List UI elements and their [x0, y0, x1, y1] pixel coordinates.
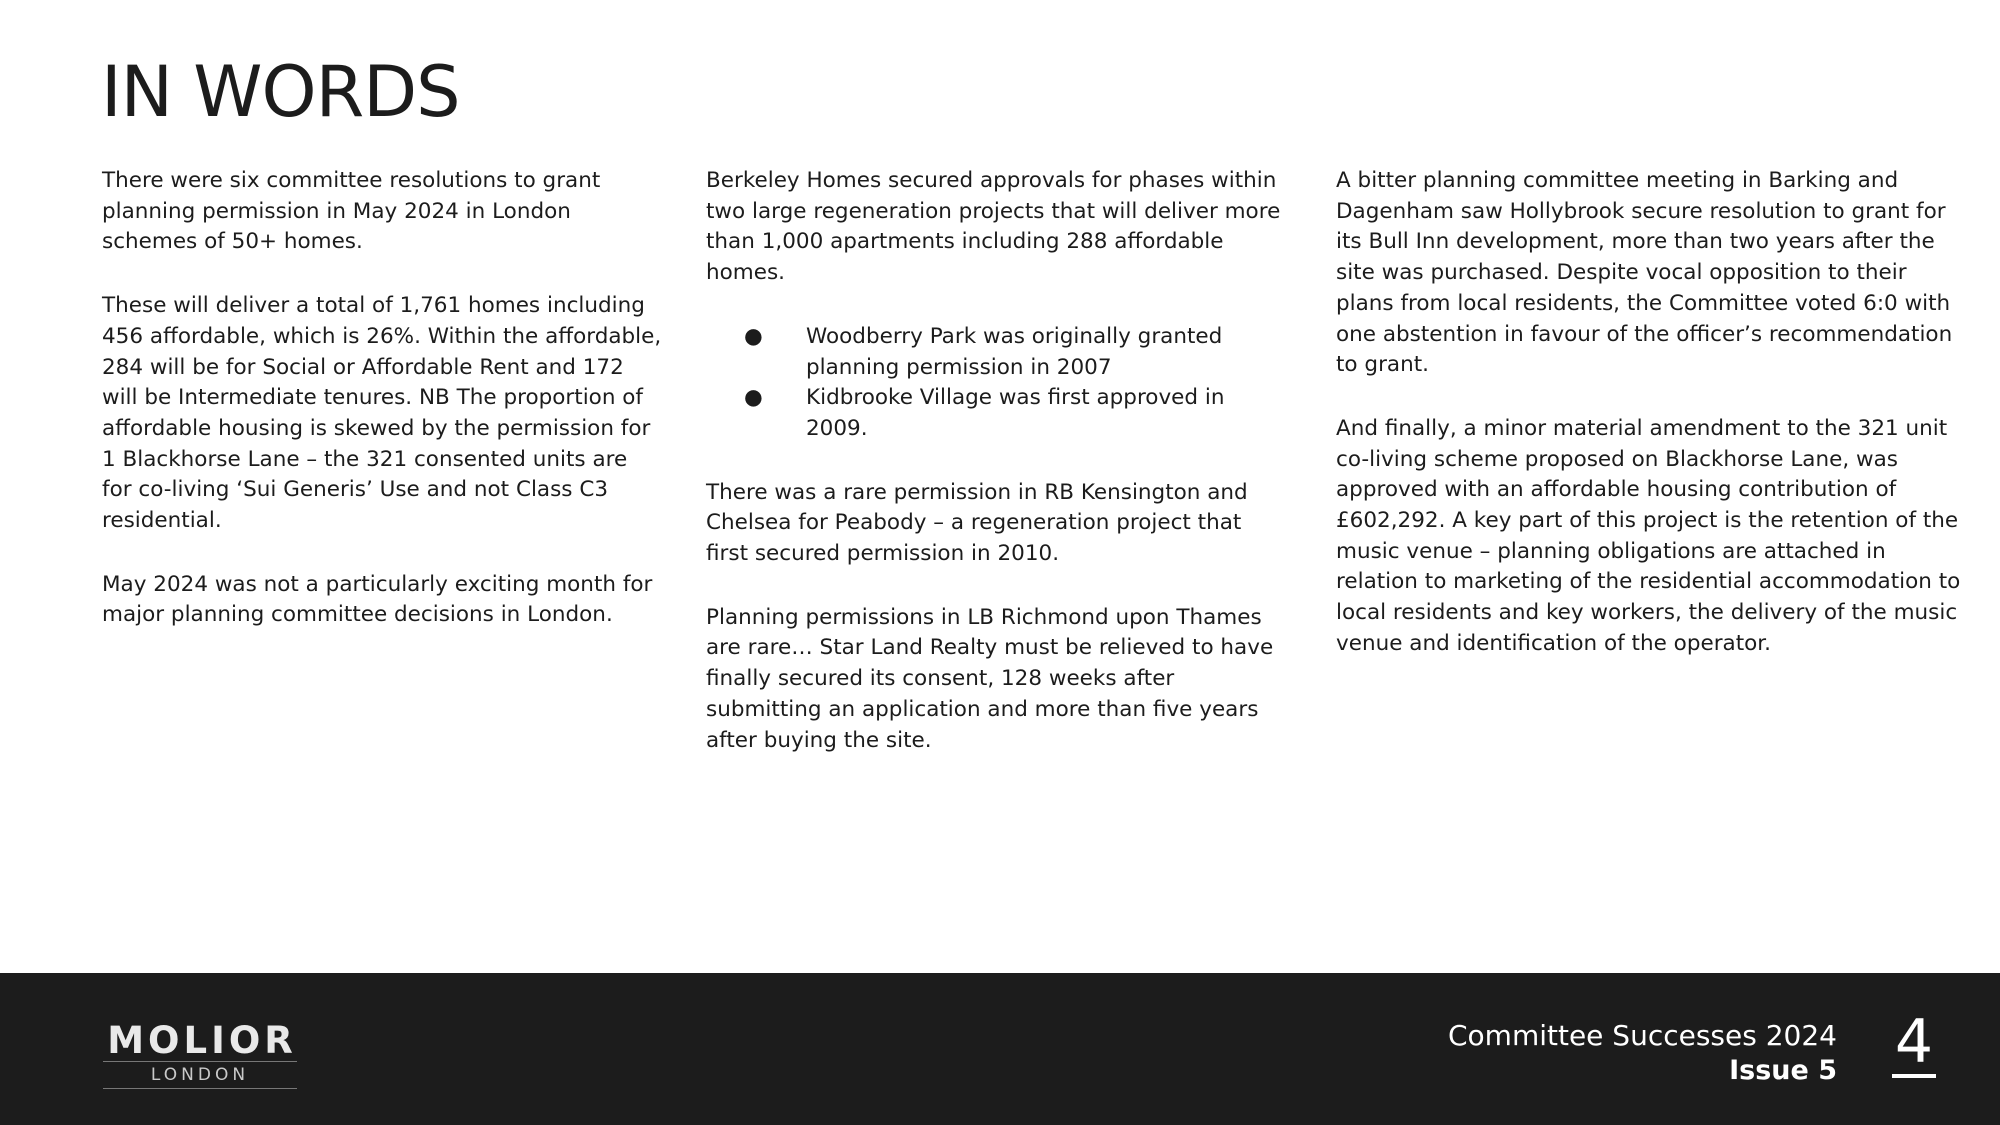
text-column-3 [1336, 166, 1966, 693]
page-title: IN WORDS [101, 51, 460, 133]
paragraph: Berkeley Homes secured approvals for phases within two large regeneration projects that will deliver more than 1,000 apartments including 288 affordable homes. [706, 168, 1281, 286]
paragraph: A bitter planning committee meeting in Barking and Dagenham saw Hollybrook secure resolution to grant for its Bull Inn development, more than two years after the site was purchased. Despite vocal opposition to their plans from local residents, the Committee voted 6:0 with one abstention in favour of the officer’s recommendation to grant. [1336, 168, 1953, 378]
publication-title: Committee Successes 2024 [1447, 1019, 1837, 1052]
paragraph: Planning permissions in LB Richmond upon Thames are rare… Star Land Realty must be relieved to have finally secured its consent, 128 weeks after submitting an application and more than five years after buying the site. [706, 604, 1274, 753]
issue-label: Issue 5 [1729, 1055, 1837, 1086]
bullet-list [706, 322, 1286, 445]
paragraph: There were six committee resolutions to grant planning permission in May 2024 in London schemes of 50+ homes. [102, 168, 601, 255]
paragraph: These will deliver a total of 1,761 homes including 456 affordable, which is 26%. Within the affordable, 284 will be for Social or Affordable Rent and 172 will be Intermediate tenures. NB The proportion of affordable housing is skewed by the permission for 1 Blackhorse Lane – the 321 consented units are for co-living ‘Sui Generis’ Use and not Class C3 residential. [102, 293, 662, 534]
footer-publication-info [1448, 1018, 1837, 1088]
list-item [706, 383, 1286, 444]
paragraph: There was a rare permission in RB Kensington and Chelsea for Peabody – a regeneration project that first secured permission in 2010. [706, 479, 1248, 567]
paragraph: May 2024 was not a particularly exciting month for major planning committee decisions in London. [102, 571, 653, 628]
logo-subtitle: LONDON [103, 1061, 297, 1089]
text-column-1 [102, 166, 662, 664]
molior-logo [103, 1019, 297, 1089]
bullet-icon: ● [744, 385, 763, 411]
list-item-text: Woodberry Park was originally granted planning permission in 2007 [806, 323, 1223, 380]
list-item-text: Kidbrooke Village was first approved in 2009. [806, 385, 1225, 441]
paragraph: And finally, a minor material amendment to the 321 unit co-living scheme proposed on Blackhorse Lane, was approved with an affordable housing contribution of £602,292. A key part of this project is the retention of the music venue – planning obligations are attached in relation to marketing of the residential accommodation to local residents and key workers, the delivery of the music venue and identification of the operator. [1336, 415, 1961, 656]
page-number: 4 [1892, 1010, 1936, 1078]
text-column-2 [706, 166, 1286, 789]
list-item [706, 322, 1286, 383]
bullet-icon: ● [744, 323, 763, 349]
logo-wordmark: MOLIOR [107, 1019, 297, 1062]
